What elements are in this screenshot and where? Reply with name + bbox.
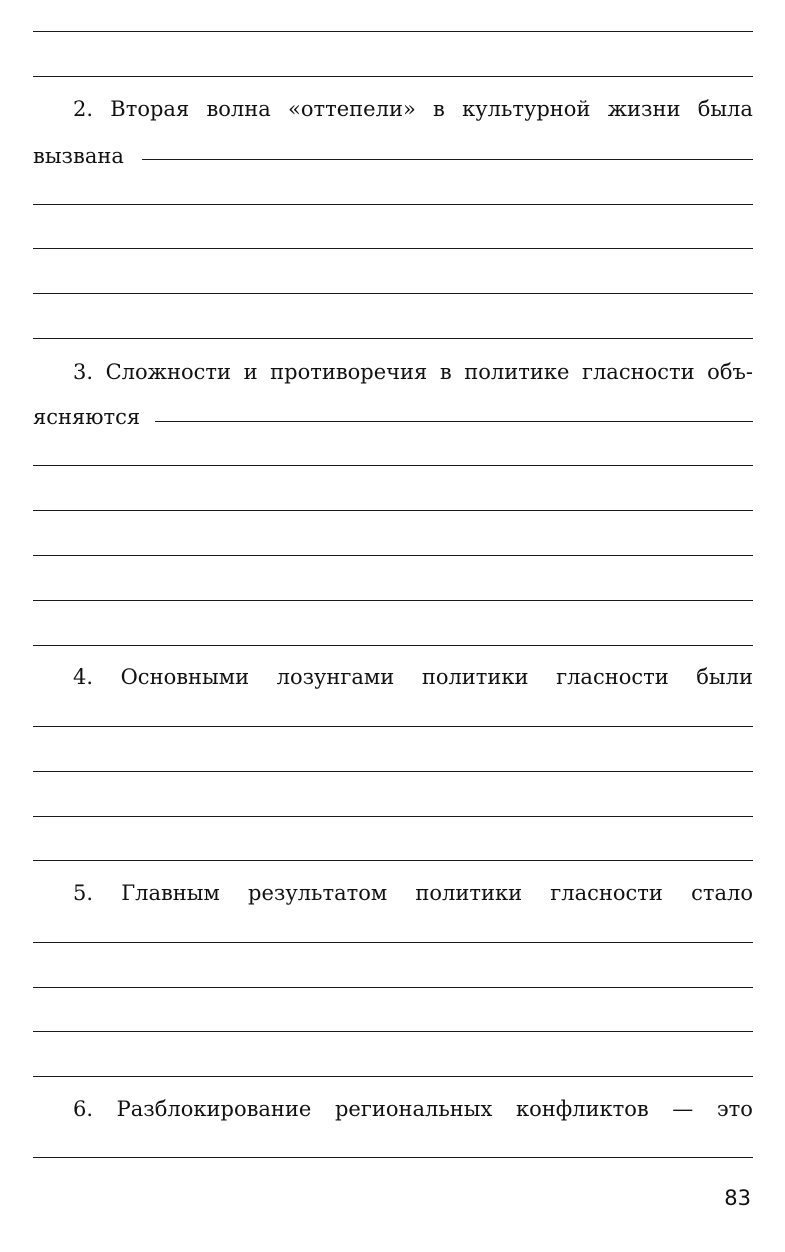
answer-line[interactable] — [142, 159, 753, 160]
question-6-line-1 — [33, 1096, 753, 1122]
word: результатом — [248, 881, 388, 905]
word: 6. — [73, 1097, 94, 1121]
word: гласности — [550, 881, 663, 905]
word: гласности — [581, 360, 695, 384]
word: политике — [464, 360, 570, 384]
word: 3. — [73, 360, 94, 384]
question-2-line-1 — [33, 96, 753, 122]
word: Сложности — [105, 360, 231, 384]
page-number: 83 — [724, 1186, 751, 1210]
answer-line[interactable] — [33, 1076, 753, 1077]
answer-line[interactable] — [155, 421, 753, 422]
word: — — [672, 1097, 694, 1121]
answer-line[interactable] — [33, 204, 753, 205]
question-2-lead: вызвана — [33, 144, 124, 168]
word: лозунгами — [276, 665, 395, 689]
word: 5. — [73, 881, 94, 905]
answer-line[interactable] — [33, 726, 753, 727]
word: это — [716, 1097, 753, 1121]
word: и — [243, 360, 258, 384]
answer-line[interactable] — [33, 645, 753, 646]
answer-line[interactable] — [33, 293, 753, 294]
question-4-line-1 — [33, 664, 753, 690]
answer-line[interactable] — [33, 771, 753, 772]
word: региональных — [334, 1097, 493, 1121]
answer-line[interactable] — [33, 860, 753, 861]
answer-line[interactable] — [33, 942, 753, 943]
answer-line[interactable] — [33, 338, 753, 339]
answer-line[interactable] — [33, 555, 753, 556]
word: 4. — [73, 665, 94, 689]
word: Разблокирование — [116, 1097, 312, 1121]
word: в — [439, 360, 452, 384]
question-5-line-1 — [33, 880, 753, 906]
word: Главным — [121, 881, 220, 905]
word: объ- — [707, 360, 753, 384]
answer-line[interactable] — [33, 465, 753, 466]
word: были — [696, 665, 753, 689]
answer-line[interactable] — [33, 987, 753, 988]
word: была — [697, 97, 753, 121]
word: Основными — [120, 665, 250, 689]
word: стало — [691, 881, 753, 905]
answer-line[interactable] — [33, 1157, 753, 1158]
word: 2. — [73, 97, 94, 121]
word: «оттепели» — [288, 97, 416, 121]
question-3-line-1 — [33, 359, 753, 385]
answer-line[interactable] — [33, 600, 753, 601]
word: политики — [421, 665, 529, 689]
word: жизни — [607, 97, 681, 121]
answer-line[interactable] — [33, 816, 753, 817]
question-3-lead: ясняются — [33, 405, 141, 429]
word: Вторая — [110, 97, 190, 121]
answer-line[interactable] — [33, 76, 753, 77]
word: волна — [206, 97, 271, 121]
word: гласности — [556, 665, 669, 689]
word: политики — [415, 881, 523, 905]
answer-line[interactable] — [33, 1031, 753, 1032]
word: противоречия — [270, 360, 428, 384]
word: культурной — [462, 97, 591, 121]
answer-line[interactable] — [33, 248, 753, 249]
answer-line[interactable] — [33, 510, 753, 511]
word: в — [433, 97, 445, 121]
word: конфликтов — [515, 1097, 649, 1121]
answer-line[interactable] — [33, 31, 753, 32]
